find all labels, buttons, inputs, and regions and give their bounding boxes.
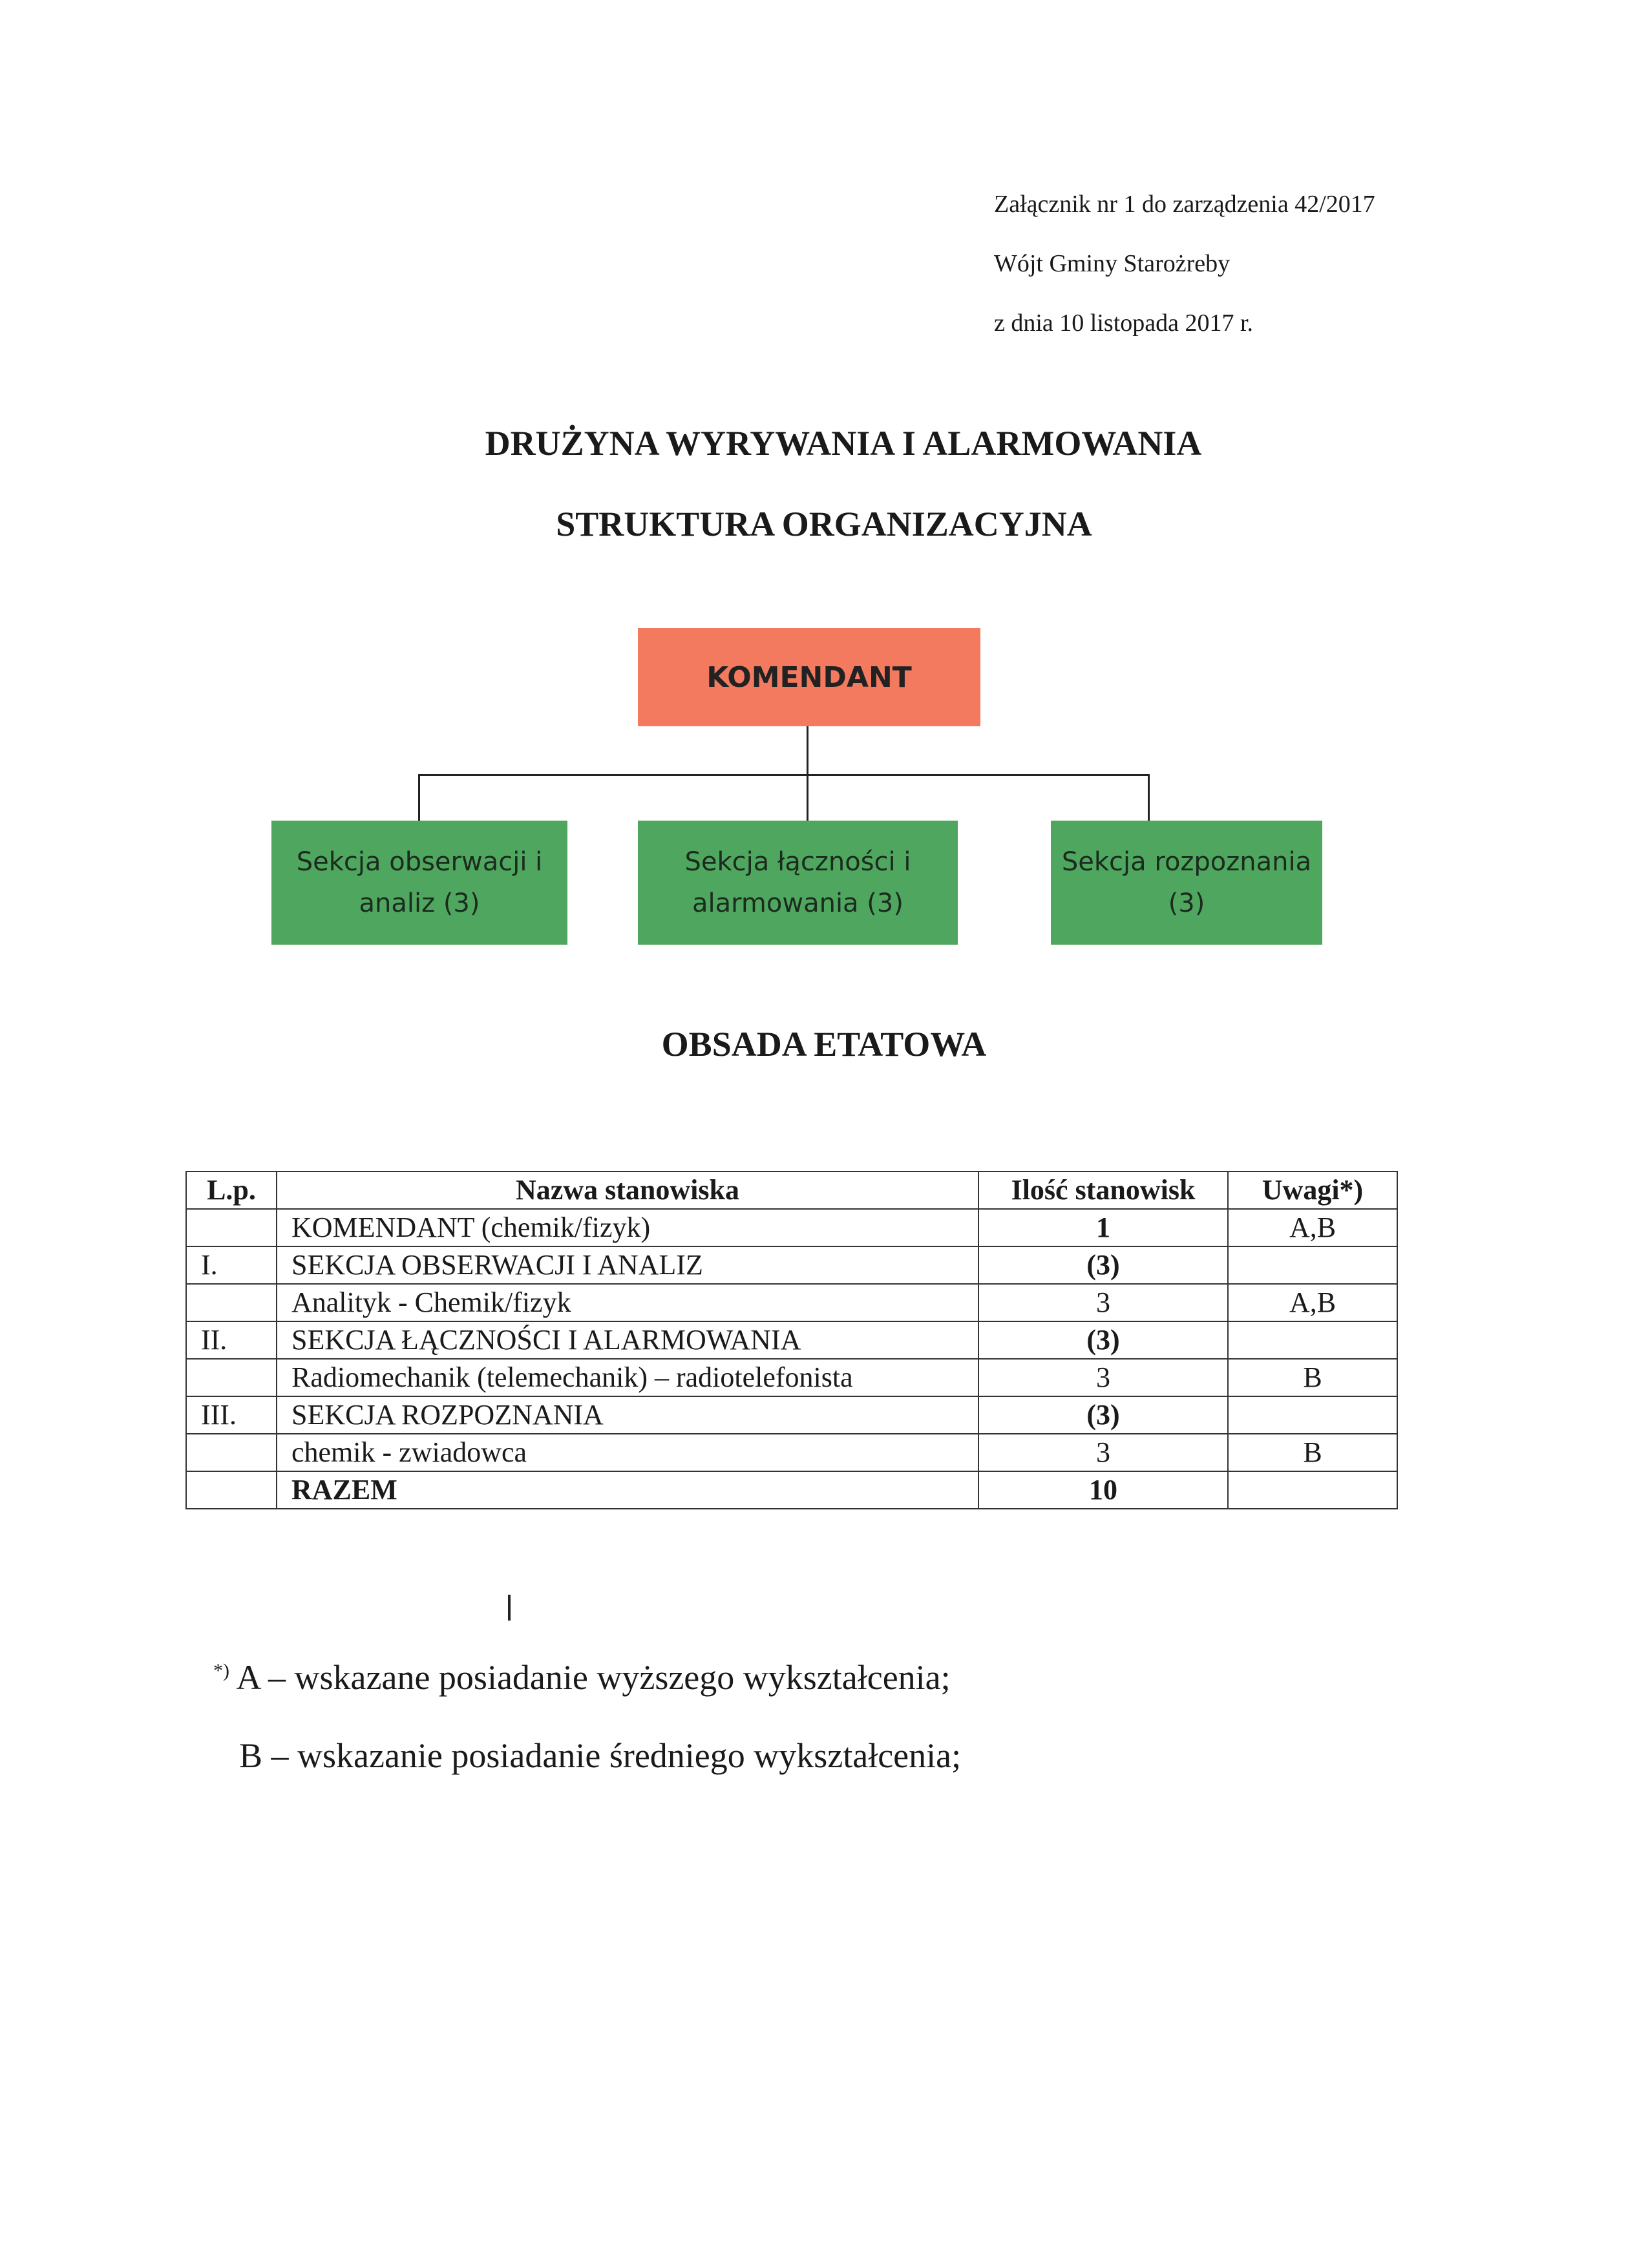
cell-remarks [1228, 1396, 1397, 1434]
footnote-marker: *) [213, 1660, 229, 1681]
header-count: Ilość stanowisk [978, 1171, 1228, 1209]
attachment-line: Załącznik nr 1 do zarządzenia 42/2017 [994, 191, 1375, 218]
header-name: Nazwa stanowiska [277, 1171, 978, 1209]
table-row-total [186, 1471, 1397, 1509]
cell-count: (3) [978, 1321, 1228, 1359]
cell-count: 3 [978, 1284, 1228, 1321]
table-header-row [186, 1171, 1397, 1209]
footnote-b: B – wskazanie posiadanie średniego wykształcenia; [239, 1736, 962, 1775]
cell-remarks: A,B [1228, 1209, 1397, 1246]
table-row [186, 1396, 1397, 1434]
staff-title: OBSADA ETATOWA [661, 1025, 987, 1064]
cell-name: Analityk - Chemik/fizyk [277, 1284, 978, 1321]
cell-remarks [1228, 1471, 1397, 1509]
cell-name: RAZEM [277, 1471, 978, 1509]
connector-vertical-main [807, 726, 808, 775]
connector-center [807, 774, 808, 821]
structure-title: STRUKTURA ORGANIZACYJNA [556, 505, 1092, 543]
cell-lp [186, 1209, 277, 1246]
table-row [186, 1359, 1397, 1396]
cell-lp: I. [186, 1246, 277, 1284]
connector-left [418, 774, 420, 821]
org-box-komendant: KOMENDANT [638, 628, 980, 726]
org-box-section-reconnaissance: Sekcja rozpoznania (3) [1051, 821, 1322, 945]
cell-lp [186, 1284, 277, 1321]
cell-name: Radiomechanik (telemechanik) – radiotelefonista [277, 1359, 978, 1396]
cell-lp [186, 1434, 277, 1471]
table-row [186, 1434, 1397, 1471]
cell-remarks [1228, 1246, 1397, 1284]
cell-name: SEKCJA ŁĄCZNOŚCI I ALARMOWANIA [277, 1321, 978, 1359]
table-row [186, 1246, 1397, 1284]
cell-name: SEKCJA OBSERWACJI I ANALIZ [277, 1246, 978, 1284]
cell-count: 1 [978, 1209, 1228, 1246]
connector-right [1148, 774, 1150, 821]
document-title: DRUŻYNA WYRYWANIA I ALARMOWANIA [485, 424, 1202, 463]
cell-remarks: B [1228, 1434, 1397, 1471]
cell-lp [186, 1359, 277, 1396]
header-lp: L.p. [186, 1171, 277, 1209]
cell-count: (3) [978, 1246, 1228, 1284]
cell-lp [186, 1471, 277, 1509]
cell-lp: II. [186, 1321, 277, 1359]
org-chart [0, 0, 1648, 969]
table-row [186, 1321, 1397, 1359]
issuer-line: Wójt Gminy Starożreby [994, 250, 1231, 277]
cell-remarks: B [1228, 1359, 1397, 1396]
header-remarks: Uwagi*) [1228, 1171, 1397, 1209]
cell-remarks [1228, 1321, 1397, 1359]
footnote-a-text: A – wskazane posiadanie wyższego wykształcenia; [236, 1658, 951, 1697]
cell-count: 3 [978, 1359, 1228, 1396]
cell-remarks: A,B [1228, 1284, 1397, 1321]
staff-table [185, 1171, 1398, 1509]
cell-count: (3) [978, 1396, 1228, 1434]
cell-name: SEKCJA ROZPOZNANIA [277, 1396, 978, 1434]
cell-count: 10 [978, 1471, 1228, 1509]
cell-name: chemik - zwiadowca [277, 1434, 978, 1471]
table-row [186, 1284, 1397, 1321]
cell-name: KOMENDANT (chemik/fizyk) [277, 1209, 978, 1246]
cell-lp: III. [186, 1396, 277, 1434]
stray-mark [508, 1595, 511, 1621]
date-line: z dnia 10 listopada 2017 r. [994, 310, 1254, 337]
table-row [186, 1209, 1397, 1246]
footnote-a [213, 1657, 951, 1697]
cell-count: 3 [978, 1434, 1228, 1471]
connector-horizontal [418, 774, 1150, 776]
org-box-section-observation: Sekcja obserwacji i analiz (3) [271, 821, 567, 945]
org-box-section-communication: Sekcja łączności i alarmowania (3) [638, 821, 958, 945]
